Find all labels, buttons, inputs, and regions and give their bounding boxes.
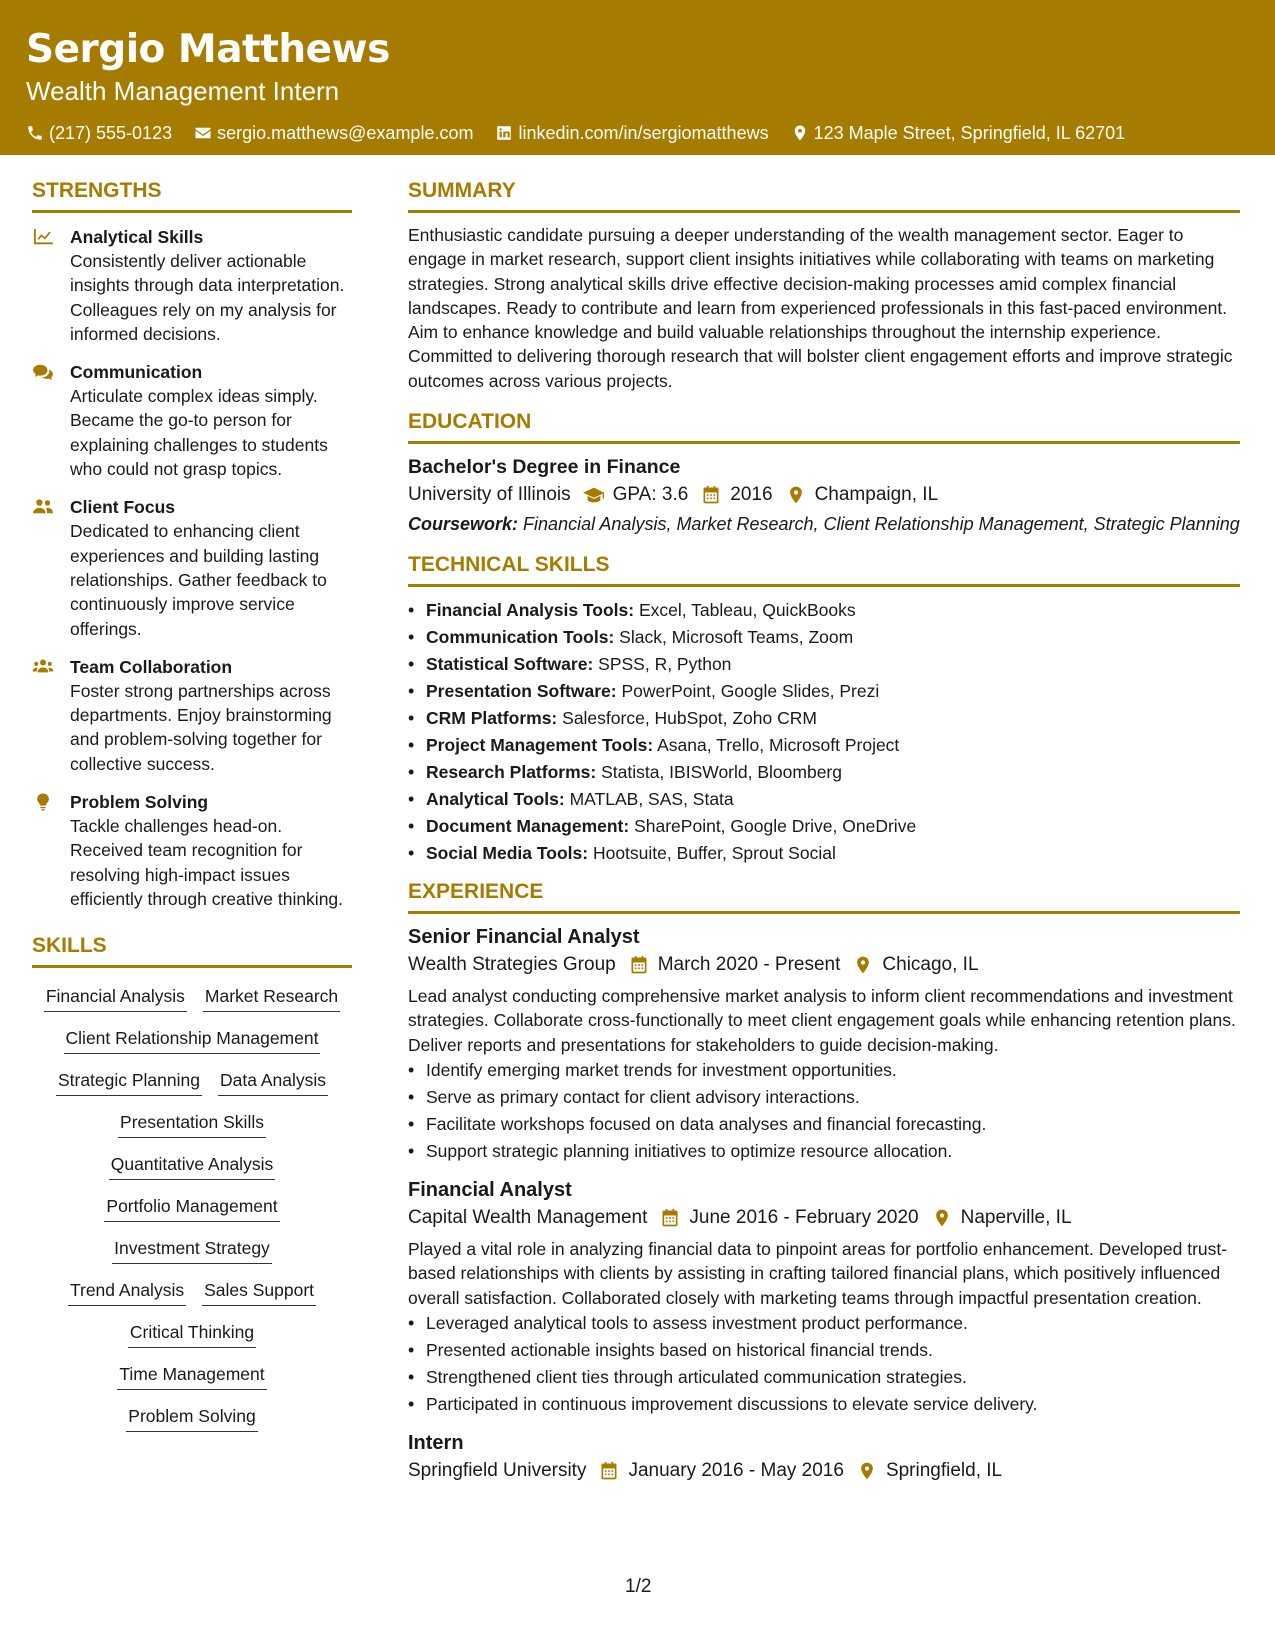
job-location: Springfield, IL [885, 1459, 1003, 1481]
tech-label: CRM Platforms: [426, 708, 558, 729]
school-name: University of Illinois [408, 484, 571, 506]
list-item: • Serve as primary contact for client advisory interactions. [408, 1084, 1240, 1111]
contact-phone [26, 122, 172, 144]
envelope-icon [194, 124, 212, 142]
tech-value: Statista, IBISWorld, Bloomberg [601, 762, 842, 783]
tech-value: Slack, Microsoft Teams, Zoom [619, 627, 854, 648]
list-item: • Strengthened client ties through articulated communication strategies. [408, 1364, 1240, 1391]
job-description: Played a vital role in analyzing financial data to pinpoint areas for portfolio enhancement. Developed trust-based relationships with clients by assisting in crafting tailored financial plans, which positively influenced overall satisfaction. Collaborated closely with marketing teams through impactful presentation creation. [408, 1238, 1228, 1308]
technical-skills-heading: TECHNICAL SKILLS [408, 552, 1240, 587]
job-dates: March 2020 - Present [657, 954, 841, 976]
job-meta [408, 950, 1240, 980]
skill-tag: Critical Thinking [128, 1320, 256, 1348]
map-marker-icon [785, 485, 807, 505]
comments-icon [32, 363, 54, 381]
list-item: • Identify emerging market trends for investment opportunities. [408, 1057, 1240, 1084]
coursework-label: Coursework: [408, 514, 519, 535]
skills-heading: SKILLS [32, 933, 352, 968]
strength-desc: Consistently deliver actionable insights through data interpretation. Colleagues rely on my analysis for informed decisions. [70, 251, 345, 344]
job-dates: June 2016 - February 2020 [689, 1206, 919, 1228]
skill-tag: Time Management [117, 1362, 266, 1390]
job-title: Financial Analyst [408, 1178, 572, 1201]
job-entry [408, 1430, 1240, 1486]
tech-value: PowerPoint, Google Slides, Prezi [621, 681, 880, 702]
phone-icon [26, 124, 44, 142]
lightbulb-icon [32, 793, 54, 811]
list-item: • Facilitate workshops focused on data analyses and financial forecasting. [408, 1111, 1240, 1138]
skill-tag: Presentation Skills [118, 1110, 266, 1138]
list-item: • Support strategic planning initiatives to optimize resource allocation. [408, 1138, 1240, 1165]
job-entry [408, 1177, 1240, 1418]
experience-heading: EXPERIENCE [408, 879, 1240, 914]
skill-tag: Quantitative Analysis [109, 1152, 275, 1180]
skill-tag: Trend Analysis [68, 1278, 186, 1306]
skill-tag: Strategic Planning [56, 1068, 202, 1096]
user-friends-icon [32, 498, 54, 516]
page-number: 1/2 [625, 1576, 652, 1597]
list-item [408, 732, 1240, 759]
tech-value: MATLAB, SAS, Stata [569, 789, 734, 810]
left-column [32, 178, 352, 1432]
job-location: Naperville, IL [960, 1206, 1072, 1228]
strength-item [32, 360, 352, 481]
calendar-icon [659, 1208, 681, 1228]
list-item [408, 705, 1240, 732]
education-heading: EDUCATION [408, 409, 1240, 444]
job-title: Intern [408, 1431, 464, 1454]
contact-bar [26, 122, 1249, 144]
users-icon [32, 658, 54, 676]
company-name: Wealth Strategies Group [408, 954, 616, 976]
right-column [408, 178, 1240, 1498]
list-item: • Presented actionable insights based on historical financial trends. [408, 1337, 1240, 1364]
job-bullets [408, 1310, 1240, 1418]
strength-name: Client Focus [70, 497, 176, 518]
map-marker-icon [931, 1208, 953, 1228]
chart-line-icon [32, 228, 54, 246]
company-name: Capital Wealth Management [408, 1206, 648, 1228]
candidate-name: Sergio Matthews [26, 27, 390, 72]
coursework [408, 512, 1240, 536]
map-marker-icon [852, 955, 874, 975]
summary-text: Enthusiastic candidate pursuing a deeper understanding of the wealth management sector. Eager to engage in market research, support client insights initiatives while collaborating with teams on marketing strategies. Strong analytical skills drive effective decision-making processes amid complex financial landscapes. Ready to contribute and learn from experienced professionals in this fast-paced environment. Aim to enhance knowledge and build valuable relationships throughout the internship experience. Committed to delivering thorough research that will bolster client engagement efforts and improve strategic outcomes across various projects. [408, 225, 1233, 391]
tech-label: Research Platforms: [426, 762, 597, 783]
strengths-heading: STRENGTHS [32, 178, 352, 213]
map-marker-icon [791, 124, 809, 142]
job-entry [408, 924, 1240, 1165]
strength-item [32, 495, 352, 640]
skill-tag: Client Relationship Management [64, 1026, 321, 1054]
tech-label: Statistical Software: [426, 654, 594, 675]
list-item [408, 786, 1240, 813]
skill-tag: Data Analysis [218, 1068, 328, 1096]
skill-tag: Investment Strategy [112, 1236, 272, 1264]
tech-label: Communication Tools: [426, 627, 615, 648]
gpa-text: GPA: 3.6 [612, 484, 689, 506]
skill-tag: Market Research [203, 984, 340, 1012]
skill-tag: Sales Support [202, 1278, 316, 1306]
calendar-icon [598, 1461, 620, 1481]
resume-header [0, 0, 1275, 155]
phone-text: (217) 555-0123 [49, 123, 173, 143]
list-item [408, 624, 1240, 651]
list-item: • Leveraged analytical tools to assess investment product performance. [408, 1310, 1240, 1337]
tech-value: SPSS, R, Python [598, 654, 732, 675]
tech-value: Asana, Trello, Microsoft Project [657, 735, 900, 756]
tech-label: Project Management Tools: [426, 735, 654, 756]
contact-linkedin[interactable] [495, 122, 768, 144]
list-item [408, 759, 1240, 786]
skill-tag: Portfolio Management [104, 1194, 279, 1222]
strengths-list [32, 223, 352, 911]
email-text[interactable]: sergio.matthews@example.com [217, 123, 474, 143]
tech-value: Hootsuite, Buffer, Sprout Social [592, 843, 836, 864]
job-location: Chicago, IL [882, 954, 979, 976]
strength-desc: Tackle challenges head-on. Received team recognition for resolving high-impact issues efficiently through creative thinking. [70, 816, 344, 909]
tech-label: Financial Analysis Tools: [426, 600, 635, 621]
job-bullets [408, 1057, 1240, 1165]
strength-name: Analytical Skills [70, 227, 204, 247]
strength-name: Communication [70, 362, 203, 383]
company-name: Springfield University [408, 1459, 587, 1481]
skill-tag: Financial Analysis [44, 984, 187, 1012]
job-dates: January 2016 - May 2016 [628, 1459, 844, 1481]
graduation-cap-icon [583, 485, 605, 505]
linkedin-icon [495, 124, 513, 142]
list-item: • Participated in continuous improvement discussions to elevate service delivery. [408, 1391, 1240, 1418]
list-item [408, 651, 1240, 678]
calendar-icon [700, 485, 722, 505]
strength-desc: Articulate complex ideas simply. Became the go-to person for explaining challenges to students who could not grasp topics. [70, 386, 328, 480]
graduation-year: 2016 [730, 484, 773, 506]
school-location: Champaign, IL [814, 484, 939, 506]
tech-label: Document Management: [426, 816, 630, 837]
map-marker-icon [856, 1461, 878, 1481]
job-meta [408, 1203, 1240, 1233]
job-title: Senior Financial Analyst [408, 926, 640, 949]
list-item [408, 840, 1240, 867]
tech-label: Analytical Tools: [426, 789, 565, 810]
strength-item [32, 655, 352, 776]
coursework-list: Financial Analysis, Market Research, Client Relationship Management, Strategic Planning [523, 514, 1240, 535]
linkedin-text[interactable]: linkedin.com/in/sergiomatthews [518, 123, 769, 143]
address-text: 123 Maple Street, Springfield, IL 62701 [813, 123, 1126, 143]
tech-value: Salesforce, HubSpot, Zoho CRM [562, 708, 817, 729]
education-meta [408, 480, 1240, 510]
technical-skills-list [408, 597, 1240, 867]
strength-name: Team Collaboration [70, 656, 233, 677]
tech-value: SharePoint, Google Drive, OneDrive [634, 816, 917, 837]
skills-list [32, 978, 352, 1432]
job-meta [408, 1456, 1240, 1486]
contact-address [791, 122, 1126, 144]
job-description: Lead analyst conducting comprehensive market analysis to inform client recommendations and investment strategies. Collaborate cross-functionally to meet client engagement goals while enhancing retention plans. Deliver reports and presentations for stakeholders to guide decision-making. [408, 986, 1236, 1055]
skill-tag: Problem Solving [126, 1404, 257, 1432]
tech-value: Excel, Tableau, QuickBooks [638, 600, 856, 621]
candidate-title: Wealth Management Intern [26, 76, 340, 106]
strength-desc: Foster strong partnerships across departments. Enjoy brainstorming and problem-solving together for collective success. [70, 680, 332, 774]
strength-item [32, 790, 352, 911]
list-item [408, 678, 1240, 705]
contact-email[interactable] [194, 122, 473, 144]
degree-title: Bachelor's Degree in Finance [408, 456, 681, 479]
strength-name: Problem Solving [70, 792, 209, 813]
tech-label: Presentation Software: [426, 681, 617, 702]
list-item [408, 597, 1240, 624]
list-item [408, 813, 1240, 840]
calendar-icon [628, 955, 650, 975]
summary-heading: SUMMARY [408, 178, 1240, 213]
strength-desc: Dedicated to enhancing client experiences and building lasting relationships. Gather feedback to continuously improve service offerings. [70, 521, 327, 639]
strength-item [32, 225, 352, 346]
tech-label: Social Media Tools: [426, 843, 589, 864]
